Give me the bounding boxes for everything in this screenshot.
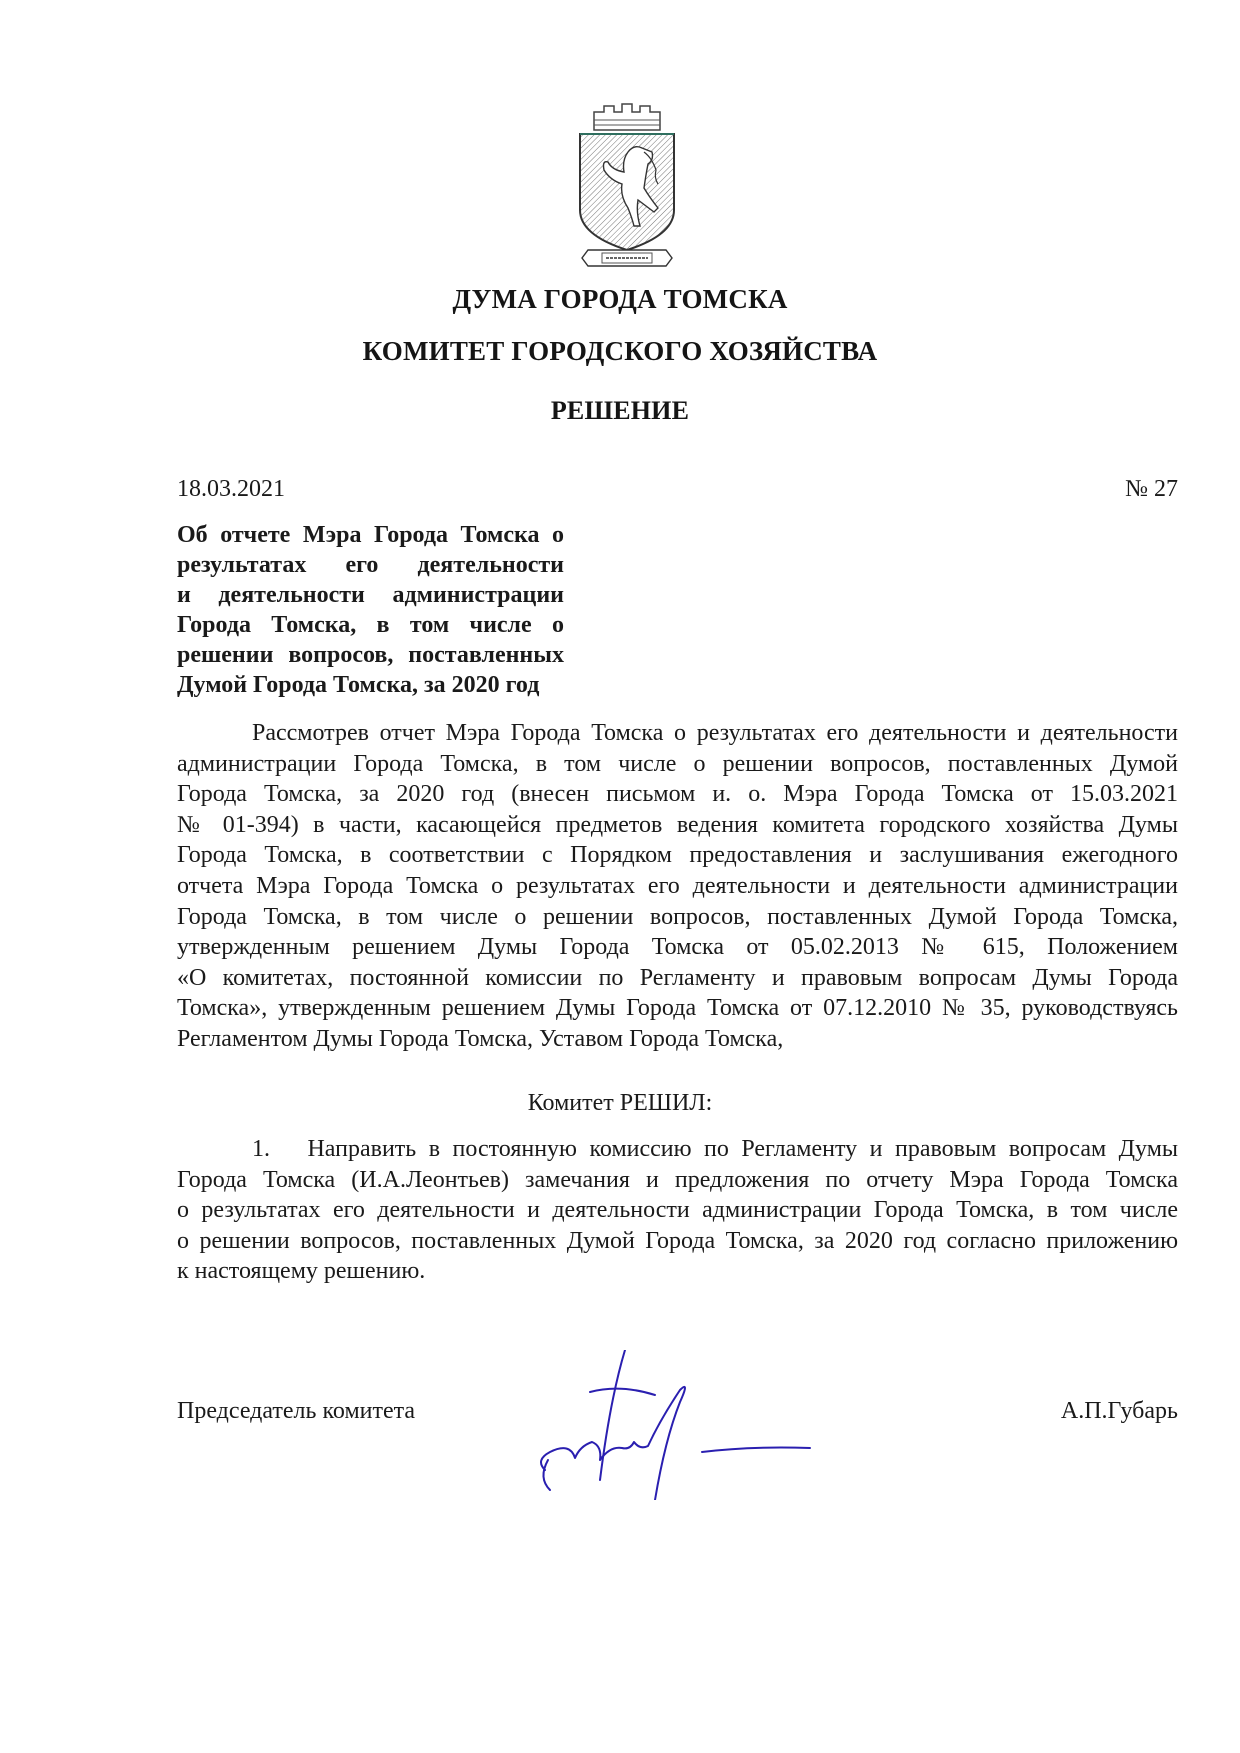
preamble-line: Томска», утвержденным решением Думы Города Томска от 07.12.2010 № 35, руководствуясь xyxy=(177,995,1178,1022)
decision-line-first xyxy=(177,1134,1178,1165)
subject-line: Города Томска, в том числе о xyxy=(177,612,564,638)
preamble-line: Регламентом Думы Города Томска, Уставом Города Томска, xyxy=(177,1025,784,1052)
subject-line: Думой Города Томска, за 2020 год xyxy=(177,672,540,698)
coat-of-arms-icon xyxy=(572,100,682,270)
subject-line: решении вопросов, поставленных xyxy=(177,642,564,668)
subject-line: Об отчете Мэра Города Томска о xyxy=(177,522,564,548)
document-date: 18.03.2021 xyxy=(177,476,285,502)
preamble-line: утвержденным решением Думы Города Томска от 05.02.2013 № 615, Положением xyxy=(177,934,1178,961)
preamble-line: отчета Мэра Города Томска о результатах его деятельности и деятельности администрации xyxy=(177,872,1178,899)
preamble-line: Города Томска, за 2020 год (внесен письмом и. о. Мэра Города Томска от 15.03.2021 xyxy=(177,781,1178,808)
preamble-line: Рассмотрев отчет Мэра Города Томска о результатах его деятельности и деятельности xyxy=(252,720,1178,746)
decision-item-1 xyxy=(177,1134,1178,1287)
document-number: № 27 xyxy=(1125,476,1178,502)
preamble-line: администрации Города Томска, в том числе о решении вопросов, поставленных Думой xyxy=(177,750,1178,777)
document-type-title: РЕШЕНИЕ xyxy=(550,396,690,425)
preamble-line: Города Томска, в соответствии с Порядком предоставления и заслушивания ежегодного xyxy=(177,842,1178,869)
subject-line: и деятельности администрации xyxy=(177,582,564,608)
signatory-name: А.П.Губарь xyxy=(1060,1398,1178,1424)
decision-line: Города Томска (И.А.Леонтьев) замечания и предложения по отчету Мэра Города Томска xyxy=(177,1166,1178,1193)
handwritten-signature-icon xyxy=(530,1350,820,1500)
document-subject xyxy=(177,520,564,700)
preamble-line: № 01-394) в части, касающейся предметов ведения комитета городского хозяйства Думы xyxy=(177,811,1178,838)
committee-title: КОМИТЕТ ГОРОДСКОГО ХОЗЯЙСТВА xyxy=(362,336,878,366)
signatory-title: Председатель комитета xyxy=(177,1398,416,1424)
preamble-line: Города Томска, в том числе о решении вопросов, поставленных Думой Города Томска, xyxy=(177,903,1178,930)
decision-line: о решении вопросов, поставленных Думой Города Томска, за 2020 год согласно приложению xyxy=(177,1227,1178,1254)
preamble-line: «О комитетах, постоянной комиссии по Регламенту и правовым вопросам Думы Города xyxy=(177,964,1178,991)
organization-title: ДУМА ГОРОДА ТОМСКА xyxy=(452,284,788,314)
decision-number: 1. xyxy=(252,1136,270,1162)
decision-line: Направить в постоянную комиссию по Регламенту и правовым вопросам Думы xyxy=(307,1136,1179,1162)
decision-line: к настоящему решению. xyxy=(177,1258,426,1285)
decision-line: о результатах его деятельности и деятельности администрации Города Томска, в том числе xyxy=(177,1197,1178,1224)
preamble-paragraph xyxy=(177,718,1178,1055)
subject-line: результатах его деятельности xyxy=(177,552,564,578)
resolved-heading: Комитет РЕШИЛ: xyxy=(527,1090,713,1116)
